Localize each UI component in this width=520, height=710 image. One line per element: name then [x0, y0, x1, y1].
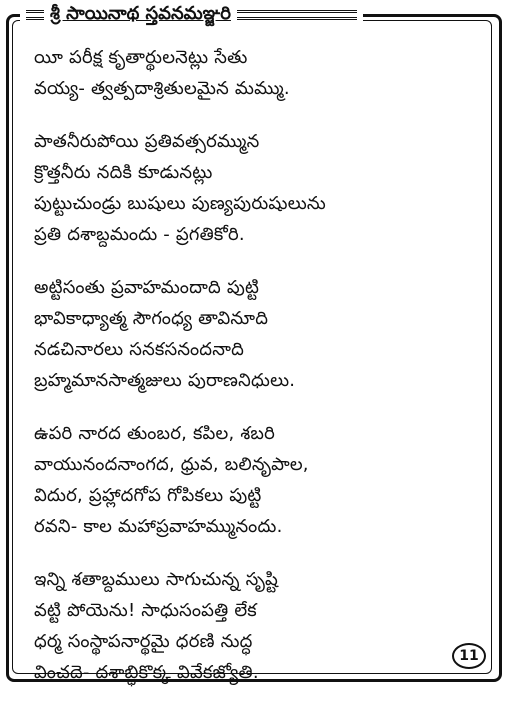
- ornament-right: [237, 10, 357, 20]
- page-title: శ్రీ సాయినాథ స్తవనమఞ్జరి: [50, 2, 231, 24]
- poem-line: వించదె- దశాబ్ధికొక్క వివేకజ్యోతి.: [34, 662, 259, 683]
- poem-line: క్రొత్తనీరు నదికి కూడునట్లు: [34, 162, 213, 183]
- poem-line: పాతనీరుపోయి ప్రతివత్సరమ్మున: [34, 131, 260, 152]
- poem-line: నడచినారలు సనకసనందనాది: [34, 339, 245, 360]
- page-number: 11: [452, 643, 486, 669]
- poem-line: ఇన్ని శతాబ్దములు సాగుచున్న సృష్టి: [34, 569, 279, 590]
- poem-line: అట్టిసంతు ప్రవాహమందాది పుట్టి: [34, 277, 260, 298]
- poem-line: రవని- కాల మహాప్రవాహమ్మునందు.: [34, 516, 283, 537]
- poem-line: బ్రహ్మమానసాత్మజులు పురాణనిధులు.: [34, 370, 296, 391]
- poem-line: ధర్మ సంస్థాపనార్థమై ధరణి నుద్ధ: [34, 631, 253, 652]
- stanza-3: [34, 272, 484, 396]
- header: [20, 2, 363, 28]
- poem-body: [34, 42, 484, 710]
- poem-line: భావికాధ్యాత్మ సౌగంధ్య తావినూది: [34, 308, 269, 329]
- poem-line: వట్టి పోయెను! సాధుసంపత్తి లేక: [34, 600, 257, 621]
- poem-line: పుట్టుచుండ్రు బుషులు పుణ్యపురుషులును: [34, 193, 326, 214]
- poem-line: వయ్య- త్వత్పదాశ్రితులమైన మమ్ము.: [34, 78, 290, 99]
- stanza-5: [34, 564, 484, 688]
- stanza-2: [34, 126, 484, 250]
- poem-line: వాయునందనాంగద, ధ్రువ, బలినృపాల,: [34, 454, 309, 475]
- poem-line: యీ పరీక్ష కృతార్థులనెట్లు సేతు: [34, 47, 248, 68]
- poem-line: విదుర, ప్రహ్లాదగోప గోపికలు పుట్టి: [34, 485, 262, 506]
- poem-line: ఉపరి నారద తుంబర, కపిల, శబరి: [34, 423, 276, 444]
- stanza-1: [34, 42, 484, 104]
- stanza-4: [34, 418, 484, 542]
- poem-line: ప్రతి దశాబ్దమందు - ప్రగతికోరి.: [34, 224, 245, 245]
- ornament-left: [26, 10, 44, 20]
